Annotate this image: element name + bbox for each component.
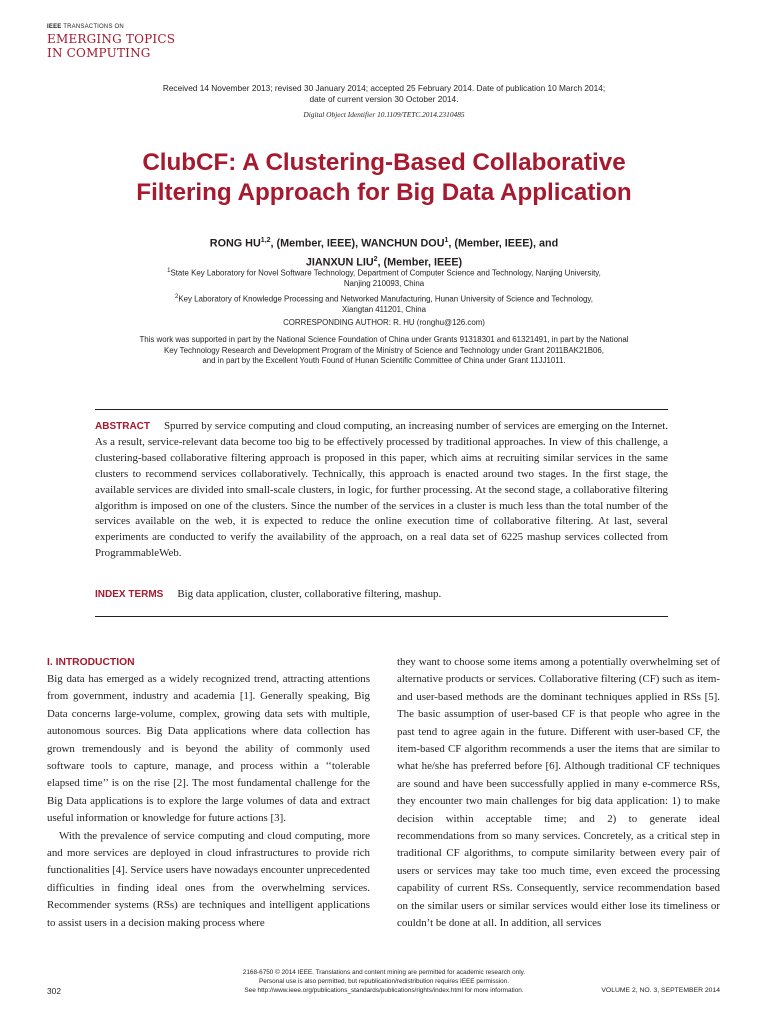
journal-logo xyxy=(47,24,175,60)
affiliation-2-line-1: Key Laboratory of Knowledge Processing and Networked Manufacturing, Hunan University of Science and Technology, xyxy=(178,294,593,304)
body-column-right xyxy=(397,654,720,933)
abstract xyxy=(95,419,668,562)
affiliation-2 xyxy=(90,292,678,316)
journal-series-line xyxy=(47,24,175,30)
title-line-1: ClubCF: A Clustering-Based Collaborative xyxy=(142,149,626,176)
author-1-rest: , (Member, IEEE), WANCHUN DOU xyxy=(270,237,445,250)
paragraph: they want to choose some items among a potentially overwhelming set of alternative products or services. Collaborative filtering (CF) such as item- and user-based methods are the dominant techniques applied in RSs [5]. The basic assumption of user-based CF is that people who agree in the past tend to agree again in the future. Different with user-based CF, the item-based CF algorithm recommends a user the items that are similar to what he/she has preferred before [6]. Although traditional CF techniques are sound and have been successfully applied in many e-commerce RSs, they encounter two main challenges for big data application: 1) to make decision within acceptable time; and 2) to generate ideal recommendations from so many services. Concretely, as a critical step in traditional CF algorithms, to compute similarity between every pair of users or services may take too much time, even exceed the processing capability of current RSs. Consequently, service recommendation based on the similar users or similar services would either lose its timeliness or couldn’t be done at all. In addition, all services xyxy=(397,656,720,930)
journal-brand: IEEE xyxy=(47,24,62,30)
author-2-rest: , (Member, IEEE), and xyxy=(448,237,559,250)
paper-title xyxy=(40,148,728,208)
funding-note xyxy=(60,335,708,367)
author-3-rest: , (Member, IEEE) xyxy=(377,256,463,269)
copyright-line-2: Personal use is also permitted, but republication/redistribution requires IEEE permission. xyxy=(258,978,510,985)
author-1-affil-mark: 1,2 xyxy=(260,237,271,244)
copyright-line-3: See http://www.ieee.org/publications_standards/publications/rights/index.html for more information. xyxy=(244,987,524,994)
funding-line-2: Key Technology Research and Development Program of the Ministry of Science and Technology under Grant 2011BAK21B06, xyxy=(164,345,604,355)
author-1-name: RONG HU xyxy=(209,237,261,250)
body-column-left xyxy=(47,654,370,932)
paragraph: Big data has emerged as a widely recognized trend, attracting attentions from government, industry and academia [1]. Generally speaking, Big Data concerns large-volume, complex, growing data sets with multiple, autonomous sources. Big Data applications where data collection has grown tremendously and is beyond the ability of commonly used software tools to capture, manage, and process within a ‘‘tolerable elapsed time’’ is on the rise [2]. The most fundamental challenge for the Big Data applications is to explore the large volumes of data and extract useful information or knowledge for future actions [3]. xyxy=(47,673,370,825)
doi-line: Digital Object Identifier 10.1109/TETC.2014.2310485 xyxy=(303,110,465,119)
journal-name-line-2: IN COMPUTING xyxy=(47,46,151,60)
author-line-1 xyxy=(120,233,648,252)
affiliation-1-line-2: Nanjing 210093, China xyxy=(343,279,425,289)
affiliation-1-line-1: State Key Laboratory for Novel Software Technology, Department of Computer Science and Technology, Nanjing University, xyxy=(170,268,601,278)
abstract-top-rule xyxy=(95,409,668,410)
affiliation-1-mark: 1 xyxy=(167,268,171,274)
abstract-label: ABSTRACT xyxy=(95,421,150,432)
funding-line-1: This work was supported in part by the National Science Foundation of China under Grants 91318301 and 61321491, in part by the National xyxy=(139,335,629,344)
affiliation-1 xyxy=(90,266,678,290)
affiliation-2-mark: 2 xyxy=(175,294,179,300)
journal-name-line-1: EMERGING TOPICS xyxy=(47,32,176,46)
copyright-line-1: 2168-6750 © 2014 IEEE. Translations and content mining are permitted for academic research only. xyxy=(242,969,526,976)
index-terms xyxy=(95,587,668,602)
paragraph: With the prevalence of service computing and cloud computing, more and more services are deployed in cloud infrastructures to provide rich functionalities [4]. Service users have nowadays encounter unprecedented difficulties in finding ideal ones from the overwhelming services. Recommender systems (RSs) are techniques and intelligent applications to assist users in a decision making process where xyxy=(47,829,370,929)
volume-info: VOLUME 2, NO. 3, SEPTEMBER 2014 xyxy=(601,987,720,994)
author-3-name: JIANXUN LIU xyxy=(305,256,374,269)
journal-series-text: TRANSACTIONS ON xyxy=(61,24,124,30)
history-line-1: Received 14 November 2013; revised 30 January 2014; accepted 25 February 2014. Date of publication 10 March 2014; xyxy=(162,83,606,93)
corresponding-author: CORRESPONDING AUTHOR: R. HU (ronghu@126.com) xyxy=(283,318,485,327)
affiliation-2-line-2: Xiangtan 411201, China xyxy=(341,305,427,315)
author-list xyxy=(120,233,648,270)
author-2-affil-mark: 1 xyxy=(444,237,449,244)
publication-history xyxy=(0,83,768,105)
section-heading-introduction: I. INTRODUCTION xyxy=(47,657,135,668)
index-terms-label: INDEX TERMS xyxy=(95,589,164,600)
author-3-affil-mark: 2 xyxy=(373,255,378,263)
funding-line-3: and in part by the Excellent Youth Found of Hunan Scientific Committee of China under Grant 11JJ1011. xyxy=(202,356,566,365)
history-line-2: date of current version 30 October 2014. xyxy=(309,94,459,104)
page-number: 302 xyxy=(47,986,61,996)
index-terms-text: Big data application, cluster, collaborative filtering, mashup. xyxy=(177,588,442,600)
copyright-notice xyxy=(180,968,588,995)
abstract-text: Spurred by service computing and cloud computing, an increasing number of services are emerging on the Internet. As a result, service-relevant data become too big to be effectively processed by traditional approaches. In view of this challenge, a clustering-based collaborative filtering approach is proposed in this paper, which aims at recruiting similar services in the same clusters to recommend services collaboratively. Technically, this approach is enacted around two stages. In the first stage, the available services are divided into small-scale clusters, in logic, for further processing. At the second stage, a collaborative filtering algorithm is imposed on one of the clusters. Since the number of the services in a cluster is much less than the total number of the services available on the web, it is expected to reduce the online execution time of collaborative filtering. At last, several experiments are conducted to verify the availability of the approach, on a real data set of 6225 mashup services collected from ProgrammableWeb. xyxy=(95,420,668,560)
abstract-bottom-rule xyxy=(95,616,668,617)
title-line-2: Filtering Approach for Big Data Application xyxy=(136,179,632,206)
